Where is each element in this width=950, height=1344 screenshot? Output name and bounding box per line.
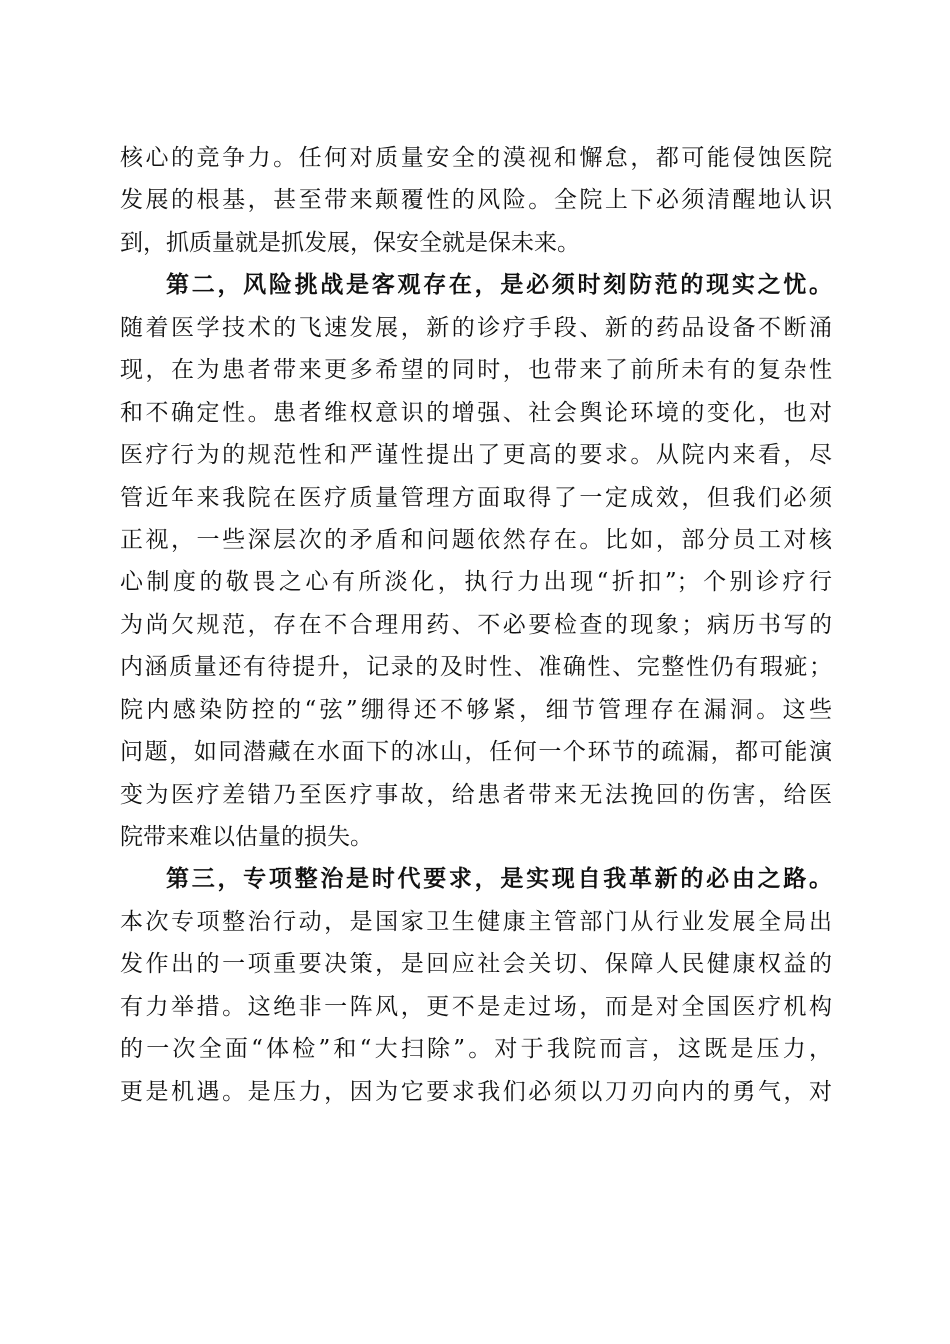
text-line: 本次专项整治行动，是国家卫生健康主管部门从行业发展全局出 [120, 908, 832, 935]
text-line: 发作出的一项重要决策，是回应社会关切、保障人民健康权益的 [120, 951, 832, 978]
text-line: 为尚欠规范，存在不合理用药、不必要检查的现象；病历书写的 [120, 611, 832, 638]
section-heading-line: 第三，专项整治是时代要求，是实现自我革新的必由之路。 [166, 865, 832, 893]
text-line: 到，抓质量就是抓发展，保安全就是保未来。 [120, 229, 580, 256]
text-line: 发展的根基，甚至带来颠覆性的风险。全院上下必须清醒地认识 [120, 187, 832, 214]
text-line: 医疗行为的规范性和严谨性提出了更高的要求。从院内来看，尽 [120, 442, 832, 469]
text-line: 和不确定性。患者维权意识的增强、社会舆论环境的变化，也对 [120, 399, 832, 426]
text-line: 随着医学技术的飞速发展，新的诊疗手段、新的药品设备不断涌 [120, 314, 832, 341]
text-line: 的一次全面“体检”和“大扫除”。对于我院而言，这既是压力， [120, 1036, 832, 1063]
text-line: 正视，一些深层次的矛盾和问题依然存在。比如，部分员工对核 [120, 526, 832, 553]
text-line: 变为医疗差错乃至医疗事故，给患者带来无法挽回的伤害，给医 [120, 781, 832, 808]
text-line: 核心的竞争力。任何对质量安全的漠视和懈怠，都可能侵蚀医院 [120, 145, 832, 171]
text-line: 院带来难以估量的损失。 [120, 824, 373, 850]
body-text [120, 137, 832, 1113]
text-line: 心制度的敬畏之心有所淡化，执行力出现“折扣”；个别诊疗行 [120, 569, 832, 596]
text-line: 有力举措。这绝非一阵风，更不是走过场，而是对全国医疗机构 [120, 993, 832, 1020]
text-line: 院内感染防控的“弦”绷得还不够紧，细节管理存在漏洞。这些 [120, 696, 832, 723]
text-line: 问题，如同潜藏在水面下的冰山，任何一个环节的疏漏，都可能演 [120, 739, 832, 766]
text-line: 管近年来我院在医疗质量管理方面取得了一定成效，但我们必须 [120, 484, 832, 511]
text-line: 现，在为患者带来更多希望的同时，也带来了前所未有的复杂性 [120, 357, 832, 384]
text-line: 内涵质量还有待提升，记录的及时性、准确性、完整性仍有瑕疵； [120, 654, 832, 681]
section-heading-line: 第二，风险挑战是客观存在，是必须时刻防范的现实之忧。 [166, 271, 832, 299]
text-line: 更是机遇。是压力，因为它要求我们必须以刀刃向内的勇气，对 [120, 1078, 832, 1105]
